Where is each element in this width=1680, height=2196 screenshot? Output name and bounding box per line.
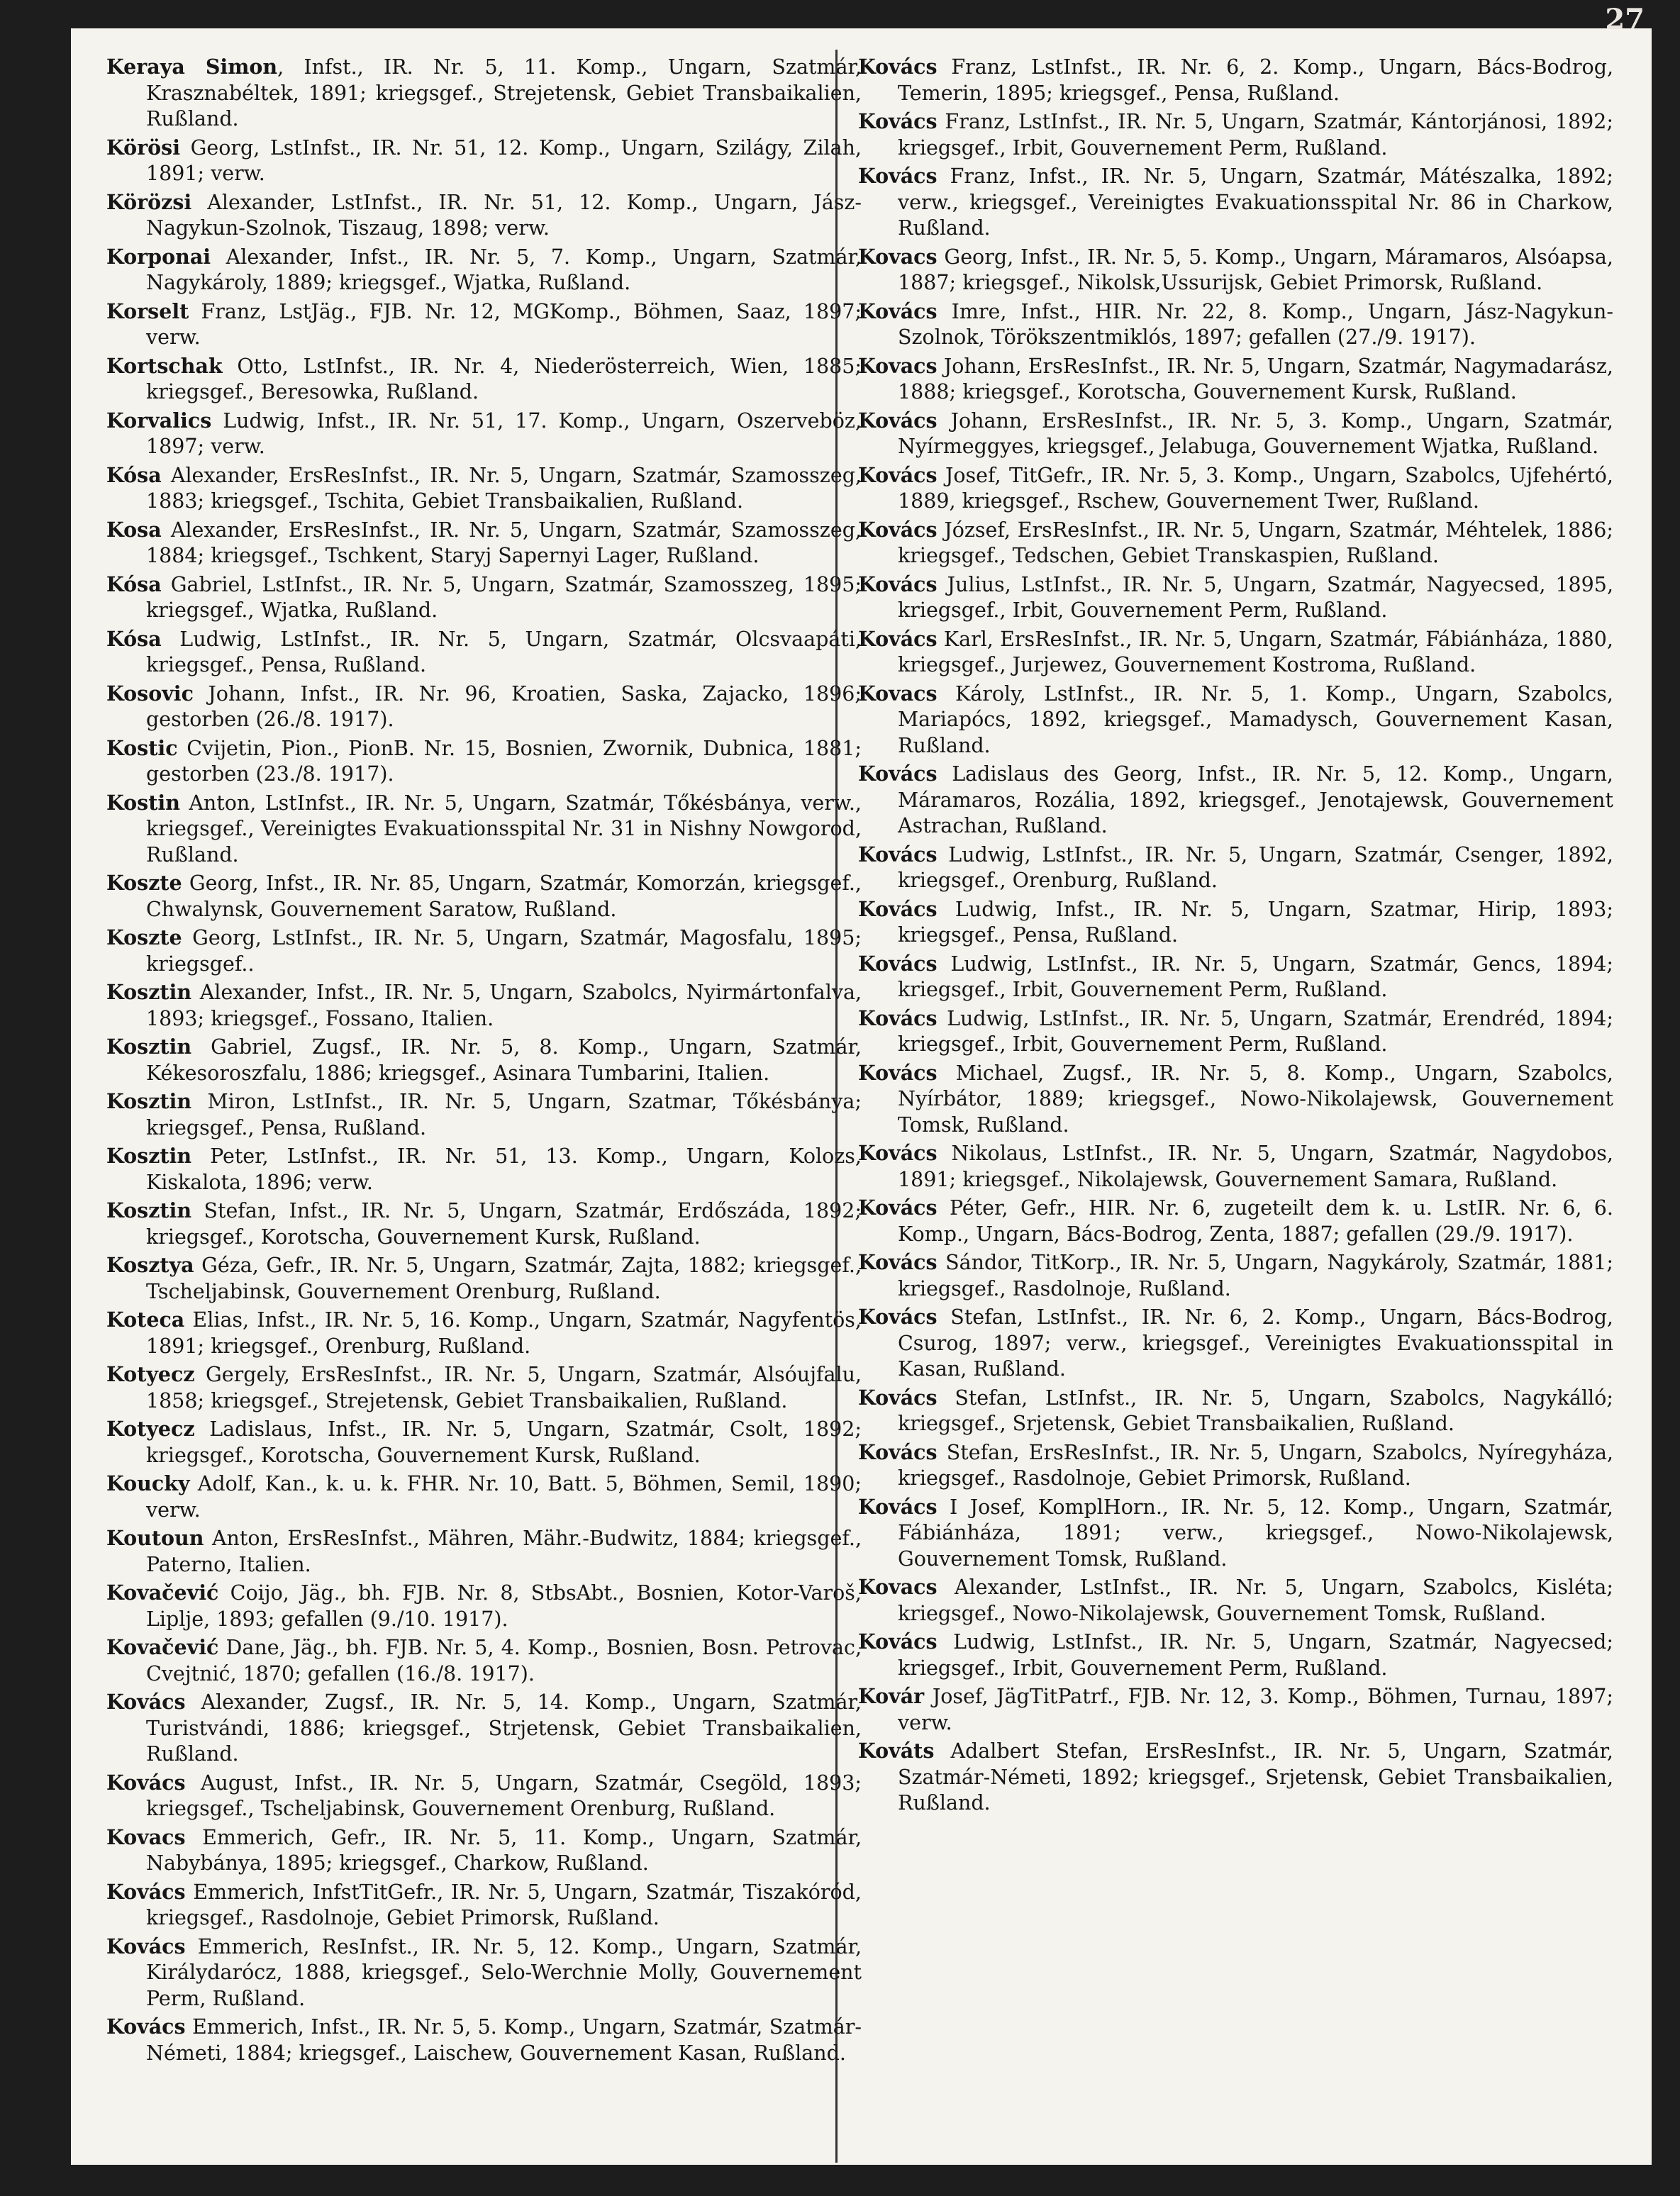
entry-surname: Körösi — [106, 135, 181, 160]
scan-border-right — [1652, 0, 1680, 2196]
entry-details: Gabriel, Zugsf., IR. Nr. 5, 8. Komp., Ungarn, Szatmár, Kékesoroszfalu, 1886; kriegsgef., Asinara Tumbarini, Italien. — [146, 1035, 862, 1085]
entry-details: Franz, Infst., IR. Nr. 5, Ungarn, Szatmár, Mátészalka, 1892; verw., kriegsgef., Vereinigtes Evakuationsspital Nr. 86 in Charkow, Rußland. — [898, 165, 1613, 240]
entry-surname: Koutoun — [106, 1526, 204, 1550]
entry-surname: Kovács — [858, 1195, 938, 1220]
entry-details: Georg, Infst., IR. Nr. 85, Ungarn, Szatmár, Komorzán, kriegsgef., Chwalynsk, Gouvernement Saratow, Rußland. — [146, 871, 862, 921]
casualty-entry — [106, 626, 862, 679]
entry-surname: Kovács — [858, 842, 938, 866]
entry-surname: Kovacs — [106, 1824, 186, 1849]
entry-details: Stefan, ErsResInfst., IR. Nr. 5, Ungarn, Szabolcs, Nyíregyháza, kriegsgef., Rasdolnoje, Gebiet Primorsk, Rußland. — [898, 1440, 1613, 1490]
entry-surname: Kovács — [858, 1494, 938, 1519]
entry-details: Anton, LstInfst., IR. Nr. 5, Ungarn, Szatmár, Tőkésbánya, verw., kriegsgef., Vereinigtes Evakuationsspital Nr. 31 in Nishny Nowgorod, Rußland. — [146, 791, 862, 866]
casualty-entry — [106, 462, 862, 515]
casualty-entry — [858, 1304, 1613, 1383]
entry-details: Johann, Infst., IR. Nr. 96, Kroatien, Saska, Zajacko, 1896; gestorben (26./8. 1917). — [146, 681, 862, 731]
entry-details: Josef, TitGefr., IR. Nr. 5, 3. Komp., Ungarn, Szabolcs, Ujfehértó, 1889, kriegsgef., Rschew, Gouvernement Twer, Rußland. — [898, 463, 1613, 513]
entry-surname: Kotyecz — [106, 1362, 195, 1386]
entry-details: Ludwig, LstInfst., IR. Nr. 5, Ungarn, Szatmár, Csenger, 1892, kriegsgef., Orenburg, Rußland. — [898, 842, 1613, 892]
casualty-entry — [858, 163, 1613, 242]
casualty-entry — [858, 626, 1613, 679]
casualty-entry — [106, 1634, 862, 1687]
casualty-entry — [106, 1361, 862, 1414]
entry-details: Franz, LstJäg., FJB. Nr. 12, MGKomp., Böhmen, Saaz, 1897; verw. — [146, 299, 862, 349]
entry-details: Georg, LstInfst., IR. Nr. 51, 12. Komp., Ungarn, Szilágy, Zilah, 1891; verw. — [146, 135, 862, 185]
casualty-entry — [858, 951, 1613, 1003]
entry-details: Ludwig, LstInfst., IR. Nr. 5, Ungarn, Szatmár, Olcsvaapáti, kriegsgef., Pensa, Rußland. — [146, 627, 862, 676]
entry-surname: Kosztin — [106, 1144, 192, 1168]
casualty-entry — [858, 462, 1613, 515]
entry-surname: Kovács — [858, 626, 938, 651]
entry-details: Cvijetin, Pion., PionB. Nr. 15, Bosnien, Zwornik, Dubnica, 1881; gestorben (23./8. 1917). — [146, 736, 862, 786]
casualty-entry — [106, 1198, 862, 1250]
entry-surname: Kovács — [858, 408, 938, 433]
page-number: 27 — [1605, 3, 1645, 36]
entry-details: Ludwig, Infst., IR. Nr. 5, Ungarn, Szatmar, Hirip, 1893; kriegsgef., Pensa, Rußland. — [898, 897, 1613, 947]
entry-details: Ludwig, LstInfst., IR. Nr. 5, Ungarn, Szatmár, Gencs, 1894; kriegsgef., Irbit, Gouvernement Perm, Rußland. — [898, 952, 1613, 1001]
casualty-entry — [858, 572, 1613, 624]
casualty-entry — [106, 681, 862, 733]
casualty-entry — [858, 1060, 1613, 1139]
scan-border-top — [0, 0, 1680, 28]
entry-surname: Kovačević — [106, 1635, 219, 1659]
entry-details: Alexander, Zugsf., IR. Nr. 5, 14. Komp., Ungarn, Szatmár, Turistvándi, 1886; kriegsgef., Strjetensk, Gebiet Transbaikalien, Rußland. — [146, 1690, 862, 1766]
entry-details: Julius, LstInfst., IR. Nr. 5, Ungarn, Szatmár, Nagyecsed, 1895, kriegsgef., Irbit, Gouvernement Perm, Rußland. — [898, 572, 1613, 622]
casualty-entry — [106, 2014, 862, 2066]
casualty-entry — [106, 353, 862, 406]
entry-details: Miron, LstInfst., IR. Nr. 5, Ungarn, Szatmar, Tőkésbánya; kriegsgef., Pensa, Rußland. — [146, 1090, 862, 1139]
casualty-entry — [858, 1439, 1613, 1492]
entry-details: Coijo, Jäg., bh. FJB. Nr. 8, StbsAbt., Bosnien, Kotor-Varoš, Liplje, 1893; gefallen (9./10. 1917). — [146, 1581, 862, 1631]
entry-surname: Kovács — [858, 1439, 938, 1464]
entry-details: Elias, Infst., IR. Nr. 5, 16. Komp., Ungarn, Szatmár, Nagyfentös, 1891; kriegsgef., Orenburg, Rußland. — [146, 1308, 862, 1358]
entry-surname: Kovács — [858, 299, 938, 323]
entry-details: Gergely, ErsResInfst., IR. Nr. 5, Ungarn, Szatmár, Alsóujfalu, 1858; kriegsgef., Strejetensk, Gebiet Transbaikalien, Rußland. — [146, 1363, 862, 1412]
entry-details: Dane, Jäg., bh. FJB. Nr. 5, 4. Komp., Bosnien, Bosn. Petrovac, Cvejtnić, 1870; gefallen (16./8. 1917). — [146, 1636, 862, 1685]
scan-border-left — [0, 0, 71, 2196]
entry-surname: Koszte — [106, 925, 182, 949]
casualty-entry — [106, 135, 862, 187]
entry-details: Emmerich, Infst., IR. Nr. 5, 5. Komp., Ungarn, Szatmár, Szatmár-Németi, 1884; kriegsgef., Laischew, Gouvernement Kasan, Rußland. — [146, 2015, 862, 2065]
casualty-entry — [858, 244, 1613, 296]
casualty-entry — [106, 299, 862, 351]
entry-details: Adolf, Kan., k. u. k. FHR. Nr. 10, Batt. 5, Böhmen, Semil, 1890; verw. — [146, 1472, 862, 1522]
casualty-entry — [858, 54, 1613, 106]
entry-surname: Kosa — [106, 517, 162, 542]
casualty-entry — [106, 1879, 862, 1932]
entry-details: Peter, LstInfst., IR. Nr. 51, 13. Komp., Ungarn, Kolozs, Kiskalota, 1896; verw. — [146, 1144, 862, 1194]
entry-details: Nikolaus, LstInfst., IR. Nr. 5, Ungarn, Szatmár, Nagydobos, 1891; kriegsgef., Nikolajewsk, Gouvernement Samara, Rußland. — [898, 1142, 1613, 1191]
entry-details: Franz, LstInfst., IR. Nr. 5, Ungarn, Szatmár, Kántorjánosi, 1892; kriegsgef., Irbit, Gouvernement Perm, Rußland. — [898, 110, 1613, 160]
entry-surname: Kovács — [858, 1250, 938, 1274]
casualty-entry — [106, 925, 862, 977]
entry-surname: Korselt — [106, 299, 189, 323]
entry-surname: Keraya Simon — [106, 55, 278, 79]
entry-details: Stefan, LstInfst., IR. Nr. 5, Ungarn, Szabolcs, Nagykálló; kriegsgef., Srjetensk, Gebiet Transbaikalien, Rußland. — [898, 1386, 1613, 1435]
entry-surname: Kostin — [106, 790, 180, 815]
entry-surname: Kovács — [106, 1879, 186, 1904]
casualty-entry — [106, 408, 862, 460]
entry-details: Gabriel, LstInfst., IR. Nr. 5, Ungarn, Szatmár, Szamosszeg, 1895; kriegsgef., Wjatka, Rußland. — [146, 572, 862, 622]
casualty-entry — [106, 1307, 862, 1359]
entry-surname: Koszte — [106, 871, 182, 895]
entry-surname: Kósa — [106, 572, 162, 596]
entry-surname: Kosovic — [106, 681, 194, 706]
entry-surname: Kostic — [106, 735, 178, 760]
entry-surname: Kovács — [858, 896, 938, 921]
entry-surname: Kósa — [106, 626, 162, 651]
entry-details: József, ErsResInfst., IR. Nr. 5, Ungarn, Szatmár, Méhtelek, 1886; kriegsgef., Tedschen, Gebiet Transkaspien, Rußland. — [898, 518, 1613, 567]
casualty-entry — [858, 842, 1613, 894]
casualty-entry — [106, 1088, 862, 1141]
entry-details: Emmerich, Gefr., IR. Nr. 5, 11. Komp., Ungarn, Szatmár, Nabybánya, 1895; kriegsgef., Charkow, Rußland. — [146, 1825, 862, 1875]
entry-details: Karl, ErsResInfst., IR. Nr. 5, Ungarn, Szatmár, Fábiánháza, 1880, kriegsgef., Jurjewez, Gouvernement Kostroma, Rußland. — [898, 627, 1613, 676]
entry-surname: Kovács — [858, 462, 938, 487]
entry-details: Emmerich, InfstTitGefr., IR. Nr. 5, Ungarn, Szatmár, Tiszakóród, kriegsgef., Rasdolnoje, Gebiet Primorsk, Rußland. — [146, 1880, 862, 1929]
entry-surname: Kovács — [106, 1770, 186, 1795]
casualty-entry — [106, 1934, 862, 2012]
casualty-entry — [858, 1738, 1613, 1817]
entry-details: Josef, JägTitPatrf., FJB. Nr. 12, 3. Komp., Böhmen, Turnau, 1897; verw. — [898, 1685, 1613, 1734]
entry-surname: Kovács — [106, 1690, 186, 1714]
entry-surname: Kovács — [858, 517, 938, 542]
entry-details: August, Infst., IR. Nr. 5, Ungarn, Szatmár, Csegöld, 1893; kriegsgef., Tscheljabinsk, Gouvernement Orenburg, Rußland. — [146, 1771, 862, 1820]
casualty-entry — [106, 1416, 862, 1468]
casualty-entry — [106, 189, 862, 242]
entry-details: Péter, Gefr., HIR. Nr. 6, zugeteilt dem k. u. LstIR. Nr. 6, 6. Komp., Ungarn, Bács-Bodrog, Zenta, 1887; gefallen (29./9. 1917). — [898, 1196, 1613, 1246]
casualty-entry — [106, 870, 862, 923]
entry-surname: Kovács — [858, 164, 938, 188]
casualty-entry — [858, 1140, 1613, 1193]
entry-surname: Kovács — [106, 2014, 186, 2039]
casualty-entry — [106, 54, 862, 133]
entry-details: Alexander, ErsResInfst., IR. Nr. 5, Ungarn, Szatmár, Szamosszeg, 1884; kriegsgef., Tschkent, Staryj Sapernyi Lager, Rußland. — [146, 518, 862, 567]
entry-surname: Körözsi — [106, 189, 192, 214]
casualty-entry — [106, 1034, 862, 1086]
casualty-entry — [106, 1143, 862, 1195]
entry-surname: Kovács — [858, 55, 938, 79]
casualty-entry — [858, 1005, 1613, 1058]
entry-surname: Kovács — [858, 1385, 938, 1410]
entry-details: Stefan, LstInfst., IR. Nr. 6, 2. Komp., Ungarn, Bács-Bodrog, Csurog, 1897; verw., kriegsgef., Vereinigtes Evakuationsspital in Kasan, Rußland. — [898, 1305, 1613, 1381]
entry-surname: Kováts — [858, 1739, 935, 1763]
casualty-entry — [858, 108, 1613, 161]
entry-surname: Kovács — [858, 572, 938, 596]
entry-details: Ludwig, LstInfst., IR. Nr. 5, Ungarn, Szatmár, Nagyecsed; kriegsgef., Irbit, Gouvernement Perm, Rußland. — [898, 1630, 1613, 1680]
entry-details: Sándor, TitKorp., IR. Nr. 5, Ungarn, Nagykároly, Szatmár, 1881; kriegsgef., Rasdolnoje, Rußland. — [898, 1251, 1613, 1300]
entry-surname: Kosztin — [106, 1089, 192, 1113]
entry-surname: Kovacs — [858, 353, 938, 378]
entry-surname: Koteca — [106, 1308, 185, 1332]
entry-surname: Kovács — [858, 109, 938, 133]
entry-details: Johann, ErsResInfst., IR. Nr. 5, 3. Komp., Ungarn, Szatmár, Nyírmeggyes, kriegsgef., Jelabuga, Gouvernement Wjatka, Rußland. — [898, 408, 1613, 458]
casualty-entry — [858, 1574, 1613, 1627]
entry-surname: Korponai — [106, 244, 211, 269]
entry-surname: Kovács — [858, 762, 938, 786]
entry-surname: Kosztin — [106, 1035, 192, 1059]
casualty-entry — [858, 1385, 1613, 1437]
entry-details: Anton, ErsResInfst., Mähren, Mähr.-Budwitz, 1884; kriegsgef., Paterno, Italien. — [146, 1527, 862, 1576]
entry-details: Adalbert Stefan, ErsResInfst., IR. Nr. 5, Ungarn, Szatmár, Szatmár-Németi, 1892; kriegsgef., Srjetensk, Gebiet Transbaikalien, Rußland. — [898, 1739, 1613, 1815]
entry-details: I Josef, KomplHorn., IR. Nr. 5, 12. Komp., Ungarn, Szatmár, Fábiánháza, 1891; verw., kriegsgef., Nowo-Nikolajewsk, Gouvernement Tomsk, Rußland. — [898, 1495, 1613, 1571]
entry-surname: Kosztin — [106, 1198, 192, 1222]
entry-details: Alexander, Infst., IR. Nr. 5, Ungarn, Szabolcs, Nyirmártonfalva, 1893; kriegsgef., Fossano, Italien. — [146, 981, 862, 1030]
entry-details: Emmerich, ResInfst., IR. Nr. 5, 12. Komp., Ungarn, Szatmár, Királydarócz, 1888, kriegsgef., Selo-Werchnie Molly, Gouvernement Perm, Rußland. — [146, 1934, 862, 2010]
entry-surname: Kortschak — [106, 353, 223, 378]
entry-surname: Kotyecz — [106, 1417, 195, 1441]
entry-details: Alexander, Infst., IR. Nr. 5, 7. Komp., Ungarn, Szatmár, Nagykároly, 1889; kriegsgef., Wjatka, Rußland. — [146, 245, 862, 294]
casualty-entry — [106, 1824, 862, 1877]
entry-details: Ladislaus des Georg, Infst., IR. Nr. 5, 12. Komp., Ungarn, Máramaros, Rozália, 1892, kriegsgef., Jenotajewsk, Gouvernement Astrachan, Rußland. — [898, 762, 1613, 837]
entry-surname: Korvalics — [106, 408, 212, 433]
casualty-entry — [106, 572, 862, 624]
casualty-entry — [858, 1195, 1613, 1247]
scan-border-bottom — [0, 2165, 1680, 2196]
casualty-entry — [858, 1629, 1613, 1681]
entry-surname: Kovács — [858, 1005, 938, 1030]
entry-surname: Kósa — [106, 462, 162, 487]
entry-details: Georg, Infst., IR. Nr. 5, 5. Komp., Ungarn, Máramaros, Alsóapsa, 1887; kriegsgef., Nikolsk,Ussurijsk, Gebiet Primorsk, Rußland. — [898, 245, 1613, 294]
entry-details: Alexander, ErsResInfst., IR. Nr. 5, Ungarn, Szatmár, Szamosszeg, 1883; kriegsgef., Tschita, Gebiet Transbaikalien, Rußland. — [146, 463, 862, 513]
casualty-entry — [858, 408, 1613, 460]
casualty-entry — [858, 1683, 1613, 1736]
entry-details: Georg, LstInfst., IR. Nr. 5, Ungarn, Szatmár, Magosfalu, 1895; kriegsgef.. — [146, 926, 862, 976]
casualty-entry — [106, 1580, 862, 1632]
casualty-entry — [106, 735, 862, 788]
entry-surname: Kosztin — [106, 980, 192, 1004]
casualty-entry — [106, 517, 862, 569]
entry-details: Stefan, Infst., IR. Nr. 5, Ungarn, Szatmár, Erdőszáda, 1892; kriegsgef., Korotscha, Gouvernement Kursk, Rußland. — [146, 1199, 862, 1249]
casualty-entry — [858, 353, 1613, 406]
entry-details: Imre, Infst., HIR. Nr. 22, 8. Komp., Ungarn, Jász-Nagykun-Szolnok, Törökszentmiklós, 1897; gefallen (27./9. 1917). — [898, 299, 1613, 349]
casualty-entry — [106, 1525, 862, 1578]
entry-surname: Kovacs — [858, 681, 938, 706]
entry-surname: Kovács — [858, 1141, 938, 1165]
entry-surname: Kovár — [858, 1684, 925, 1708]
casualty-entry — [858, 1494, 1613, 1573]
casualty-entry — [106, 244, 862, 296]
entry-surname: Kovacs — [858, 244, 938, 269]
casualty-entry — [106, 790, 862, 869]
entry-surname: Kovács — [858, 951, 938, 976]
entry-details: , Infst., IR. Nr. 5, 11. Komp., Ungarn, Szatmár, Krasznabéltek, 1891; kriegsgef., Strejetensk, Gebiet Transbaikalien, Rußland. — [146, 55, 862, 130]
entry-details: Károly, LstInfst., IR. Nr. 5, 1. Komp., Ungarn, Szabolcs, Mariapócs, 1892, kriegsgef., Mamadysch, Gouvernement Kasan, Rußland. — [898, 681, 1613, 757]
entry-surname: Kovačević — [106, 1581, 219, 1605]
casualty-entry — [858, 517, 1613, 569]
entry-details: Alexander, LstInfst., IR. Nr. 51, 12. Komp., Ungarn, Jász-Nagykun-Szolnok, Tiszaug, 1898; verw. — [146, 190, 862, 240]
casualty-entry — [106, 979, 862, 1032]
entry-details: Otto, LstInfst., IR. Nr. 4, Niederösterreich, Wien, 1885; kriegsgef., Beresowka, Rußland. — [146, 354, 862, 403]
casualty-entry — [858, 299, 1613, 351]
casualty-entry — [106, 1689, 862, 1768]
entry-surname: Kosztya — [106, 1253, 194, 1277]
casualty-entry — [858, 681, 1613, 759]
entry-surname: Kovács — [858, 1305, 938, 1329]
entry-surname: Kovács — [858, 1629, 938, 1654]
entry-details: Alexander, LstInfst., IR. Nr. 5, Ungarn, Szabolcs, Kisléta; kriegsgef., Nowo-Nikolajewsk, Gouvernement Tomsk, Rußland. — [898, 1576, 1613, 1625]
entry-details: Franz, LstInfst., IR. Nr. 6, 2. Komp., Ungarn, Bács-Bodrog, Temerin, 1895; kriegsgef., Pensa, Rußland. — [898, 55, 1613, 105]
entry-details: Michael, Zugsf., IR. Nr. 5, 8. Komp., Ungarn, Szabolcs, Nyírbátor, 1889; kriegsgef., Nowo-Nikolajewsk, Gouvernement Tomsk, Rußland. — [898, 1061, 1613, 1137]
casualty-entry — [106, 1770, 862, 1822]
entry-surname: Koucky — [106, 1471, 190, 1495]
entry-details: Géza, Gefr., IR. Nr. 5, Ungarn, Szatmár, Zajta, 1882; kriegsgef., Tscheljabinsk, Gouvernement Orenburg, Rußland. — [146, 1254, 862, 1303]
right-column — [858, 54, 1613, 1819]
casualty-entry — [106, 1471, 862, 1523]
entry-details: Ladislaus, Infst., IR. Nr. 5, Ungarn, Szatmár, Csolt, 1892; kriegsgef., Korotscha, Gouvernement Kursk, Rußland. — [146, 1417, 862, 1467]
entry-surname: Kovács — [858, 1060, 938, 1085]
entry-details: Ludwig, LstInfst., IR. Nr. 5, Ungarn, Szatmár, Erendréd, 1894; kriegsgef., Irbit, Gouvernement Perm, Rußland. — [898, 1006, 1613, 1056]
casualty-entry — [858, 896, 1613, 949]
entry-surname: Kovács — [106, 1934, 186, 1958]
entry-details: Johann, ErsResInfst., IR. Nr. 5, Ungarn, Szatmár, Nagymadarász, 1888; kriegsgef., Korotscha, Gouvernement Kursk, Rußland. — [898, 354, 1613, 403]
entry-surname: Kovacs — [858, 1575, 938, 1599]
left-column — [106, 54, 862, 2068]
casualty-entry — [858, 1249, 1613, 1302]
casualty-entry — [858, 761, 1613, 840]
casualty-entry — [106, 1252, 862, 1305]
entry-details: Ludwig, Infst., IR. Nr. 51, 17. Komp., Ungarn, Oszerveböz, 1897; verw. — [146, 408, 862, 458]
